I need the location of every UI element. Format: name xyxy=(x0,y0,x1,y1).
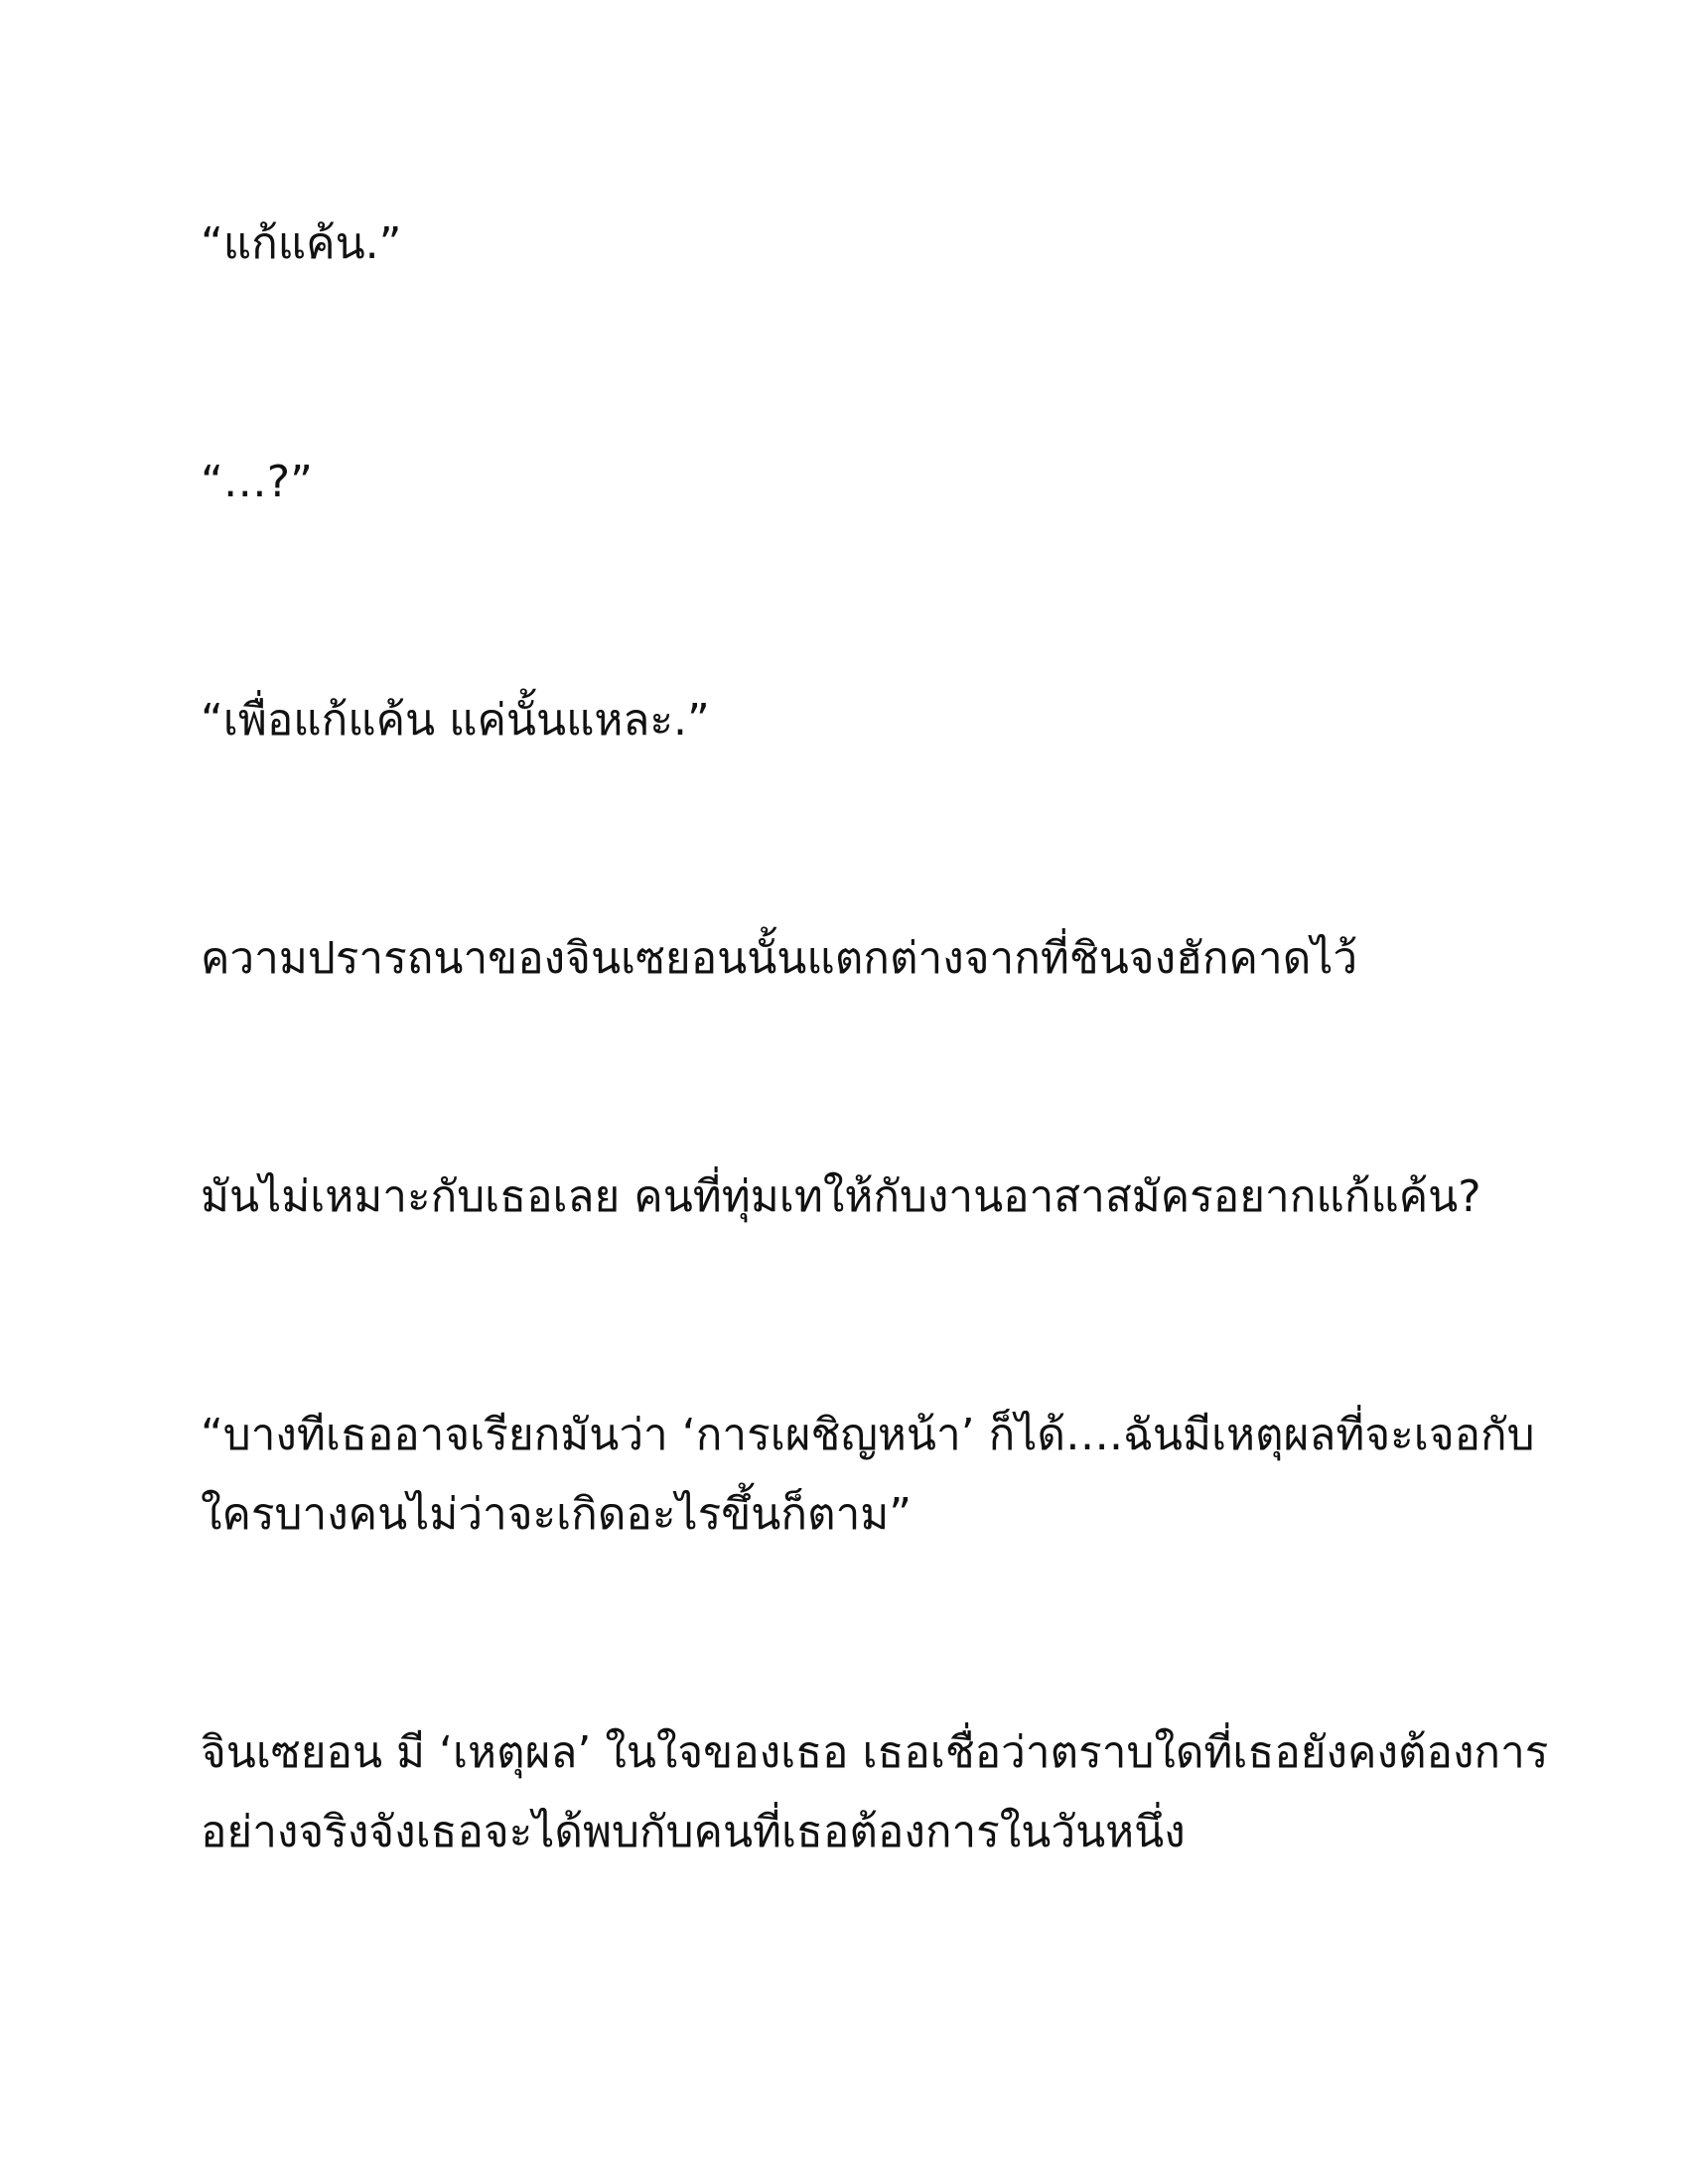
paragraph-4 xyxy=(201,919,1511,999)
paragraph-line: ใครบางคนไม่ว่าจะเกิดอะไรขึ้นก็ตาม” xyxy=(201,1489,913,1540)
paragraph-6 xyxy=(201,1396,1535,1555)
paragraph-1 xyxy=(201,205,1511,284)
paragraph-3 xyxy=(201,681,1511,760)
paragraph-line: “…?” xyxy=(201,457,313,507)
paragraph-7 xyxy=(201,1713,1549,1872)
paragraph-2 xyxy=(201,443,1511,522)
paragraph-line: “บางทีเธออาจเรียกมันว่า ‘การเผชิญหน้า’ ก็ได้….ฉันมีเหตุผลที่จะเจอกับ xyxy=(201,1410,1535,1460)
paragraph-line: “แก้แค้น.” xyxy=(201,218,402,269)
paragraph-5 xyxy=(201,1158,1511,1237)
paragraph-line: ความปรารถนาของจินเซยอนนั้นแตกต่างจากที่ชินจงฮักคาดไว้ xyxy=(201,933,1358,984)
paragraph-line: “เพื่อแก้แค้น แค่นั้นแหละ.” xyxy=(201,695,710,746)
paragraph-line: อย่างจริงจังเธอจะได้พบกับคนที่เธอต้องการในวันหนึ่ง xyxy=(201,1807,1186,1857)
paragraph-line: มันไม่เหมาะกับเธอเลย คนที่ทุ่มเทให้กับงานอาสาสมัครอยากแก้แค้น? xyxy=(201,1171,1481,1222)
paragraph-line: จินเซยอน มี ‘เหตุผล’ ในใจของเธอ เธอเชื่อว่าตราบใดที่เธอยังคงต้องการ xyxy=(201,1727,1549,1778)
